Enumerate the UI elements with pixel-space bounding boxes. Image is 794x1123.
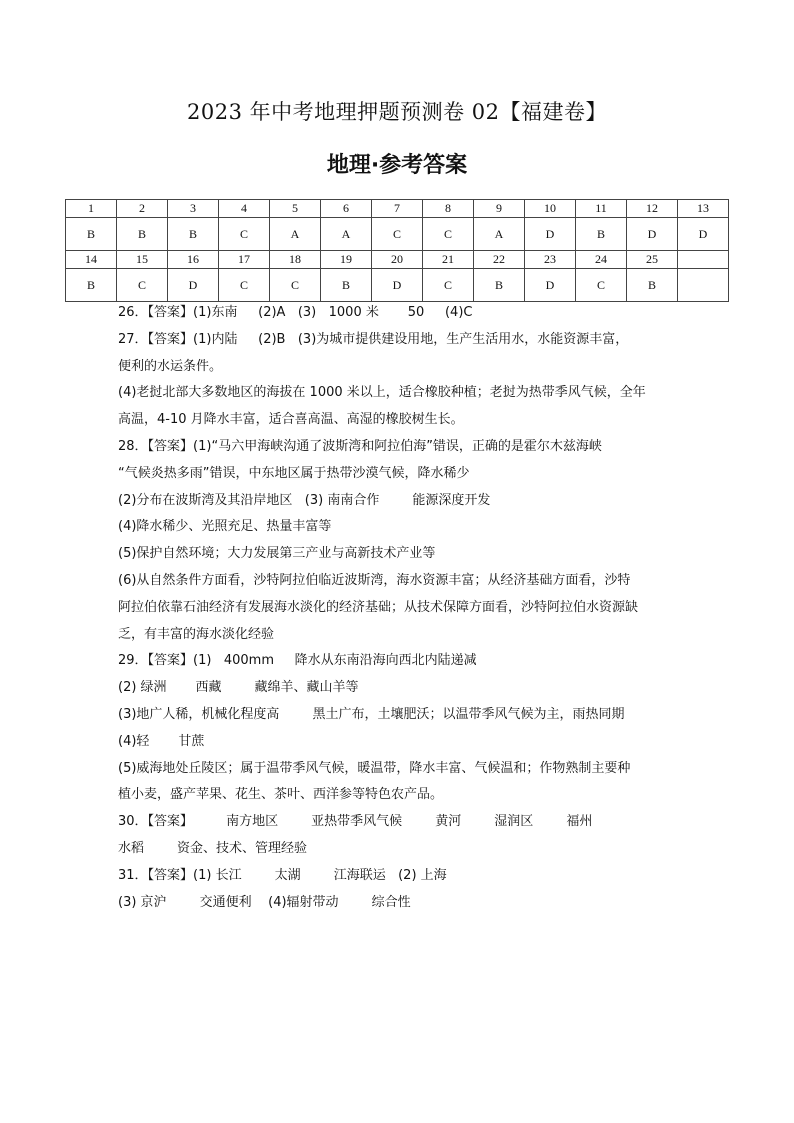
answer-letter-cell: D <box>372 269 423 302</box>
answer-line: 高温，4-10 月降水丰富，适合喜高温、高湿的橡胶树生长。 <box>118 412 464 428</box>
answer-line: (4)轻 甘蔗 <box>118 733 205 749</box>
question-number-cell: 16 <box>168 251 219 269</box>
question-number-cell: 3 <box>168 200 219 218</box>
answer-line: (5)威海地处丘陵区；属于温带季风气候，暖温带，降水丰富、气候温和；作物熟制主要种 <box>118 760 631 776</box>
answer-letter-cell: B <box>474 269 525 302</box>
answer-letter-cell: A <box>474 218 525 251</box>
question-number-cell: 11 <box>576 200 627 218</box>
question-number-cell: 9 <box>474 200 525 218</box>
question-number-cell: 13 <box>678 200 729 218</box>
answer-letter-cell: C <box>270 269 321 302</box>
answer-letter-cell: B <box>627 269 678 302</box>
question-number-row <box>66 200 729 218</box>
answer-letter-cell: A <box>270 218 321 251</box>
question-number-cell: 15 <box>117 251 168 269</box>
question-number-cell: 21 <box>423 251 474 269</box>
answer-letter-cell: D <box>627 218 678 251</box>
answer-line: (3)地广人稀，机械化程度高 黑土广布，土壤肥沃；以温带季风气候为主，雨热同期 <box>118 706 625 722</box>
question-number-cell: 12 <box>627 200 678 218</box>
answer-line: 29．【答案】(1) 400mm 降水从东南沿海向西北内陆递减 <box>118 653 477 669</box>
question-number-cell: 19 <box>321 251 372 269</box>
answer-letter-row <box>66 218 729 251</box>
answer-line: 便利的水运条件。 <box>118 358 223 374</box>
answer-letter-cell: C <box>219 218 270 251</box>
answer-letter-cell: D <box>525 218 576 251</box>
answer-line: “气候炎热多雨”错误，中东地区属于热带沙漠气候，降水稀少 <box>118 465 470 481</box>
answer-line: 水稻 资金、技术、管理经验 <box>118 840 308 856</box>
question-number-cell: 14 <box>66 251 117 269</box>
answer-line: (2)分布在波斯湾及其沿岸地区 (3) 南南合作 能源深度开发 <box>118 492 491 508</box>
answer-letter-cell: C <box>117 269 168 302</box>
answer-line: 乏，有丰富的海水淡化经验 <box>118 626 275 642</box>
answer-line: 阿拉伯依靠石油经济有发展海水淡化的经济基础；从技术保障方面看，沙特阿拉伯水资源缺 <box>118 599 639 615</box>
question-number-cell: 7 <box>372 200 423 218</box>
answer-letter-cell: C <box>219 269 270 302</box>
question-number-cell: 17 <box>219 251 270 269</box>
question-number-cell: 5 <box>270 200 321 218</box>
question-number-cell: 10 <box>525 200 576 218</box>
answer-letter-cell: B <box>168 218 219 251</box>
answer-line: 植小麦，盛产苹果、花生、茶叶、西洋参等特色农产品。 <box>118 787 444 803</box>
question-number-cell: 1 <box>66 200 117 218</box>
question-number-cell: 8 <box>423 200 474 218</box>
answer-line: 26．【答案】(1)东南 (2)A (3) 1000 米 50 (4)C <box>118 305 473 320</box>
answer-letter-cell <box>678 269 729 302</box>
answer-line: (6)从自然条件方面看，沙特阿拉伯临近波斯湾，海水资源丰富；从经济基础方面看，沙特 <box>118 572 631 588</box>
question-number-cell: 4 <box>219 200 270 218</box>
answer-letter-cell: D <box>168 269 219 302</box>
question-number-cell: 25 <box>627 251 678 269</box>
question-number-cell: 2 <box>117 200 168 218</box>
answer-line: (2) 绿洲 西藏 藏绵羊、藏山羊等 <box>118 680 359 696</box>
question-number-row <box>66 251 729 269</box>
answer-letter-cell: D <box>678 218 729 251</box>
answer-letter-cell: A <box>321 218 372 251</box>
answer-table <box>65 199 729 302</box>
answer-letter-cell: C <box>423 269 474 302</box>
answer-letter-cell: B <box>66 218 117 251</box>
answer-letter-cell: C <box>576 269 627 302</box>
answer-line: 30．【答案】 南方地区 亚热带季风气候 黄河 湿润区 福州 <box>118 814 593 830</box>
answer-letter-cell: B <box>321 269 372 302</box>
answer-letter-cell: B <box>576 218 627 251</box>
answer-letter-cell: B <box>117 218 168 251</box>
document-subtitle: 地理·参考答案 <box>326 153 468 178</box>
answer-line: (4)降水稀少、光照充足、热量丰富等 <box>118 519 332 535</box>
question-number-cell: 18 <box>270 251 321 269</box>
question-number-cell: 24 <box>576 251 627 269</box>
answer-letter-cell: C <box>423 218 474 251</box>
question-number-cell: 20 <box>372 251 423 269</box>
answer-line: 31．【答案】(1) 长江 太湖 江海联运 (2) 上海 <box>118 867 447 883</box>
answer-line: (5)保护自然环境；大力发展第三产业与高新技术产业等 <box>118 546 436 562</box>
question-number-cell <box>678 251 729 269</box>
answer-letter-cell: B <box>66 269 117 302</box>
answer-line: 27．【答案】(1)内陆 (2)B (3)为城市提供建设用地，生产生活用水，水能资源丰富， <box>118 331 629 347</box>
question-number-cell: 23 <box>525 251 576 269</box>
answer-line: (4)老挝北部大多数地区的海拔在 1000 米以上，适合橡胶种植；老挝为热带季风气候，全年 <box>118 385 646 401</box>
answer-line: (3) 京沪 交通便利 (4)辐射带动 综合性 <box>118 894 411 910</box>
answer-line: 28．【答案】(1)“马六甲海峡沟通了波斯湾和阿拉伯海”错误，正确的是霍尔木兹海峡 <box>118 438 602 454</box>
answer-letter-cell: D <box>525 269 576 302</box>
question-number-cell: 22 <box>474 251 525 269</box>
answer-text-block <box>118 300 678 916</box>
answer-letter-cell: C <box>372 218 423 251</box>
document-title: 2023 年中考地理押题预测卷 02【福建卷】 <box>186 100 607 124</box>
question-number-cell: 6 <box>321 200 372 218</box>
answer-letter-row <box>66 269 729 302</box>
